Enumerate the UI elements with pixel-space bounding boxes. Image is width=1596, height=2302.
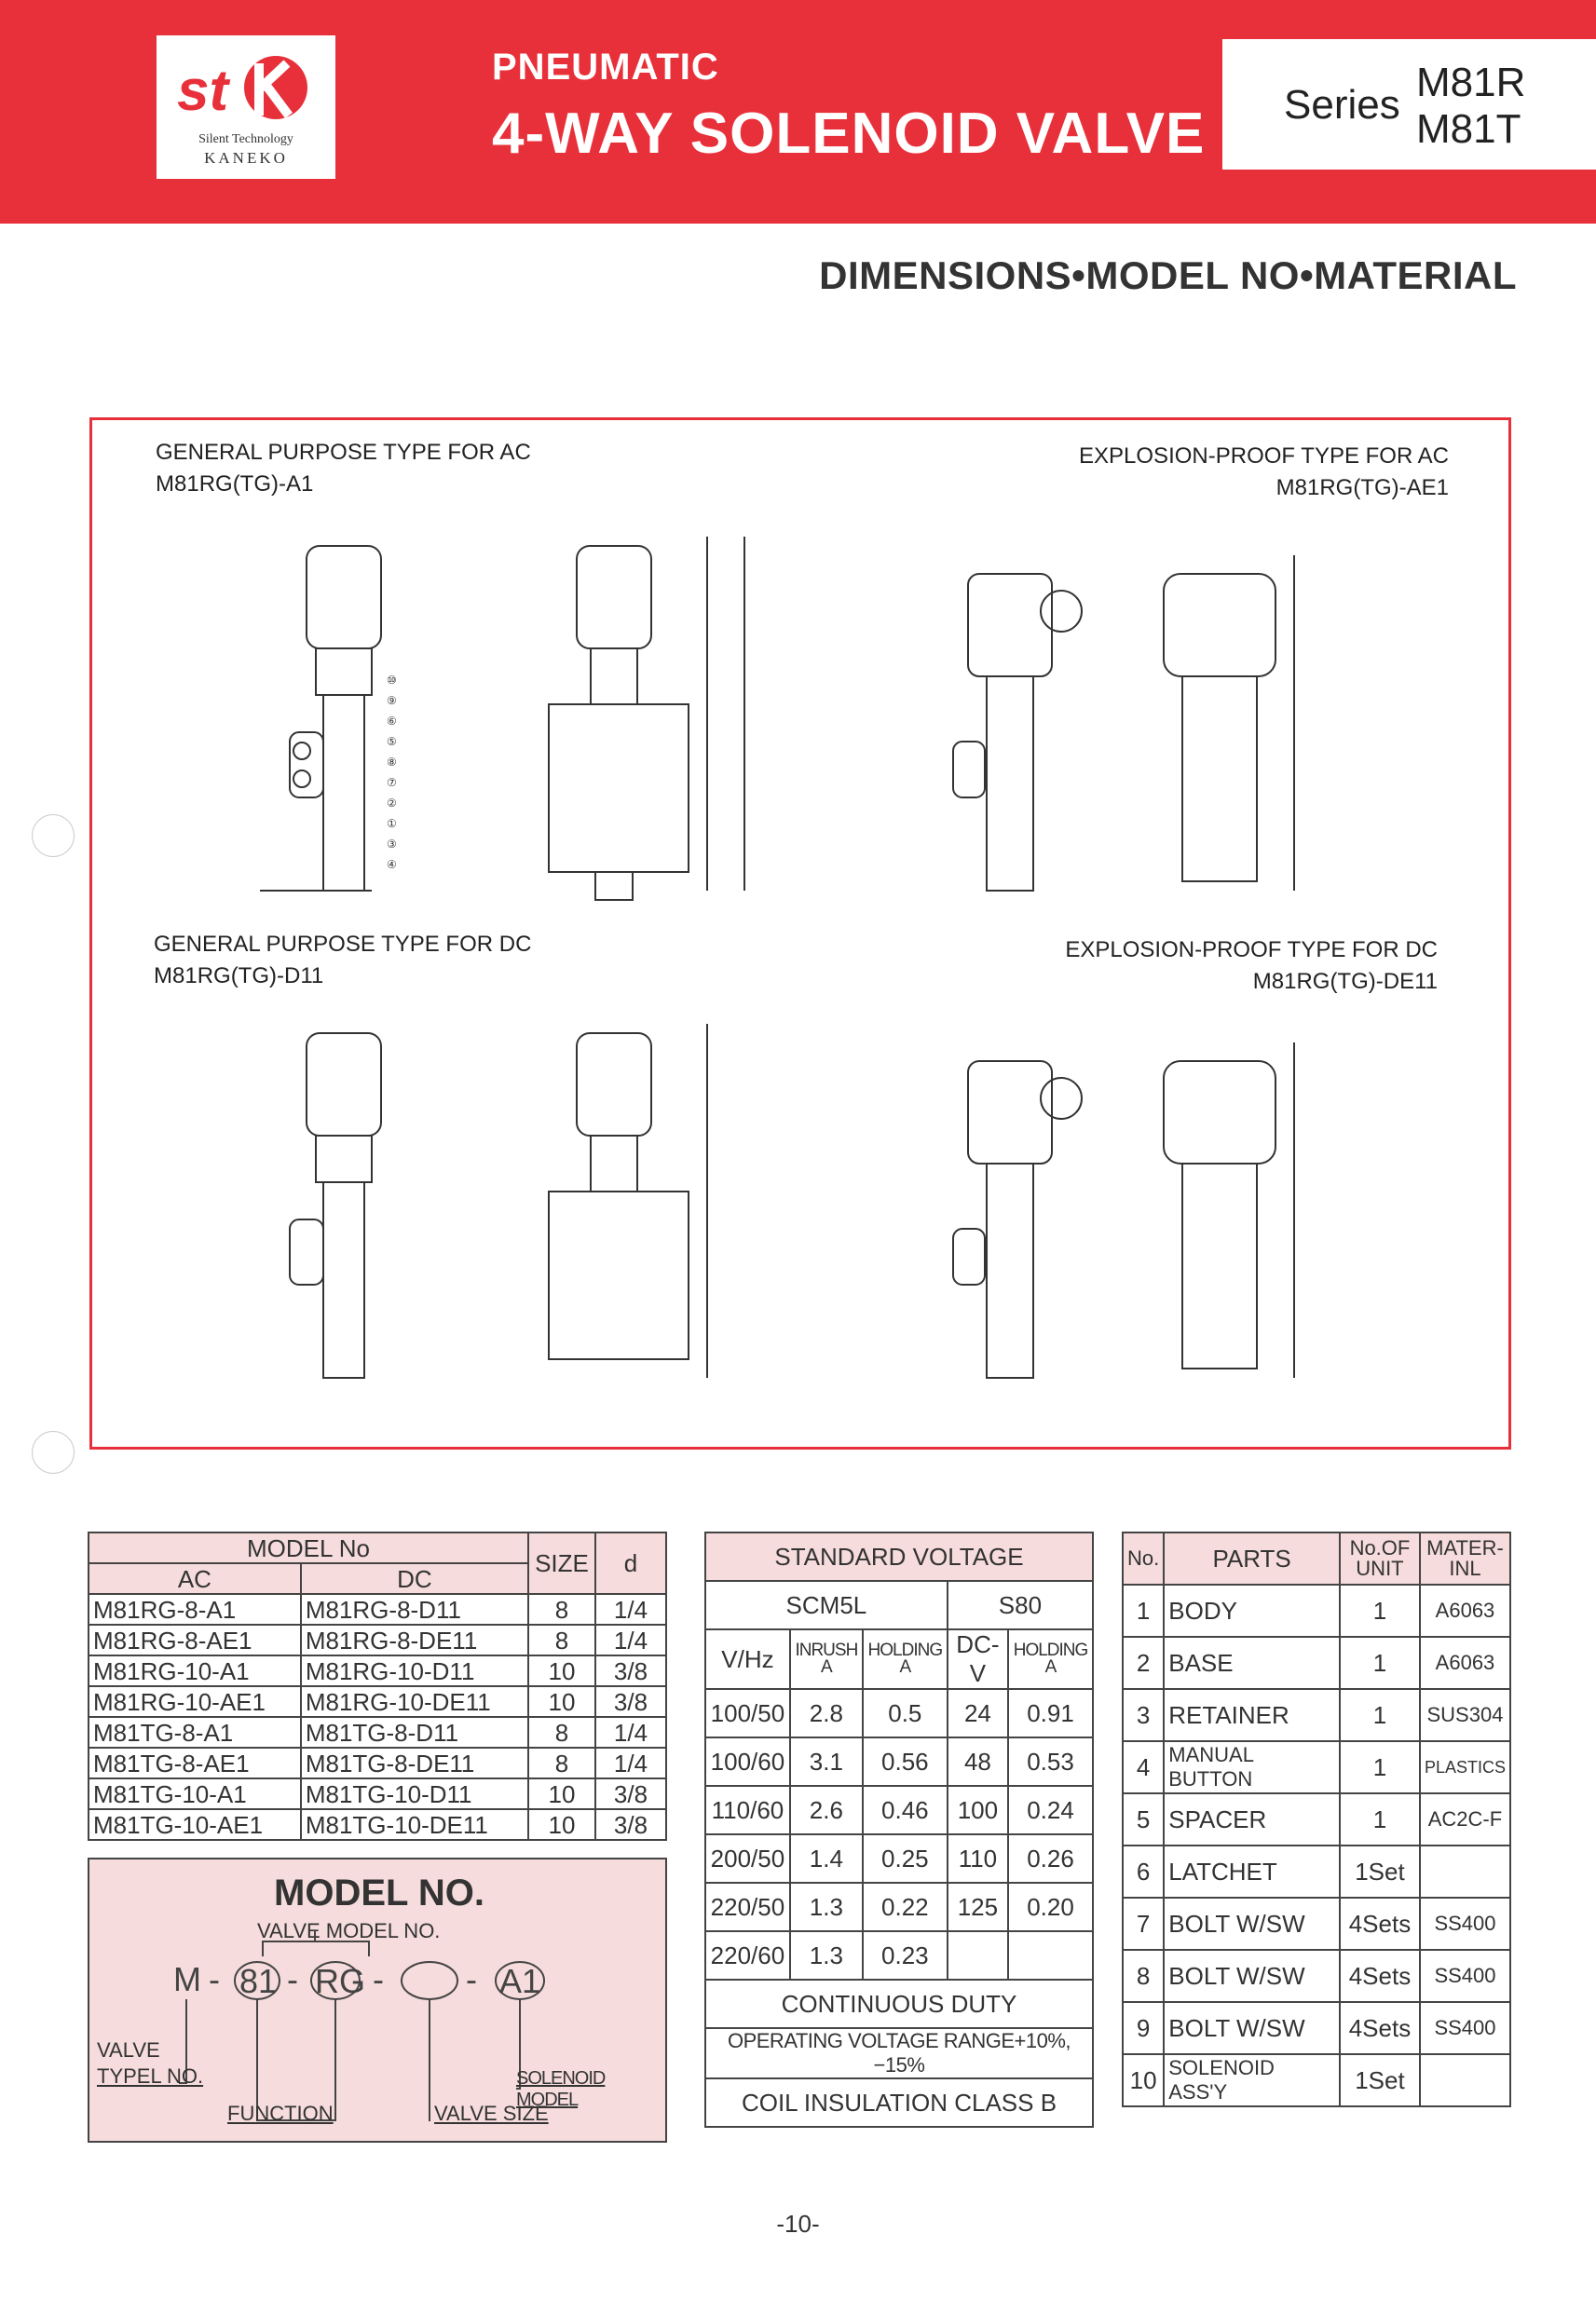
logo-emblem-icon	[166, 43, 326, 136]
col-scm5l: SCM5L	[705, 1581, 948, 1629]
drawing-model-dc-explosion: M81RG(TG)-DE11	[1252, 969, 1438, 994]
section-title: DIMENSIONS•MODEL NO•MATERIAL	[819, 253, 1517, 297]
series-box	[1222, 39, 1596, 170]
table-row: 10 SOLENOID ASS'Y 1Set	[1123, 2054, 1510, 2106]
drawing-title-dc-general: GENERAL PURPOSE TYPE FOR DC	[154, 932, 532, 957]
table-row: 9 BOLT W/SW 4Sets SS400	[1123, 2002, 1510, 2054]
table-row: 100/50 2.8 0.5 24 0.91	[705, 1689, 1093, 1737]
valve-type-label-2: TYPEL NO.	[97, 2064, 204, 2088]
svg-text:⑨: ⑨	[387, 694, 397, 707]
dimension-drawings-frame	[89, 417, 1511, 1450]
header-bar	[0, 0, 1596, 224]
drawing-title-ac-general: GENERAL PURPOSE TYPE FOR AC	[156, 440, 531, 465]
header-dc: DC	[301, 1563, 528, 1594]
table-row: 6 LATCHET 1Set	[1123, 1846, 1510, 1898]
valve-type-label-1: VALVE	[97, 2038, 160, 2062]
table-row: 5 SPACER 1 AC2C-F	[1123, 1793, 1510, 1846]
code-a1: A1	[499, 1962, 541, 2000]
svg-text:⑦: ⑦	[387, 776, 397, 789]
header-subtitle: PNEUMATIC	[492, 47, 719, 88]
page-number: -10-	[776, 2210, 820, 2238]
series-m81r: M81R	[1416, 60, 1526, 105]
code-dash-4: -	[466, 1960, 477, 1998]
function-label: FUNCTION	[227, 2102, 334, 2125]
header-d: d	[595, 1532, 666, 1594]
table-row: M81RG-8-A1 M81RG-8-D11 8 1/4	[89, 1594, 666, 1625]
svg-text:⑩: ⑩	[387, 674, 397, 687]
punch-hole	[32, 814, 75, 857]
table-row: 7 BOLT W/SW 4Sets SS400	[1123, 1898, 1510, 1950]
table-row: 220/50 1.3 0.22 125 0.20	[705, 1883, 1093, 1931]
table-row: M81TG-10-A1 M81TG-10-D11 10 3/8	[89, 1778, 666, 1809]
table-row: 100/60 3.1 0.56 48 0.53	[705, 1737, 1093, 1786]
table-row: M81TG-10-AE1 M81TG-10-DE11 10 3/8	[89, 1809, 666, 1840]
table-row: 110/60 2.6 0.46 100 0.24	[705, 1786, 1093, 1834]
logo-line-1: Silent Technology	[198, 132, 293, 146]
table-row: 4 MANUAL BUTTON 1 PLASTICS	[1123, 1741, 1510, 1793]
header-model-no: MODEL No	[89, 1532, 528, 1563]
table-row: 220/60 1.3 0.23	[705, 1931, 1093, 1980]
svg-text:①: ①	[387, 817, 397, 830]
header-ac: AC	[89, 1563, 301, 1594]
model-no-title: MODEL NO.	[274, 1873, 484, 1914]
series-label: Series	[1284, 82, 1400, 128]
valve-drawing-dc-explosion	[940, 1005, 1462, 1396]
drawing-model-ac-explosion: M81RG(TG)-AE1	[1275, 475, 1449, 500]
header-parts: PARTS	[1164, 1532, 1340, 1585]
valve-model-no-label: VALVE MODEL NO.	[257, 1919, 441, 1942]
table-row: 200/50 1.4 0.25 110 0.26	[705, 1834, 1093, 1883]
code-m: M	[173, 1960, 201, 1998]
model-number-table	[88, 1532, 667, 1841]
note-continuous-duty: CONTINUOUS DUTY	[705, 1980, 1093, 2028]
table-row: M81RG-10-A1 M81RG-10-D11 10 3/8	[89, 1655, 666, 1686]
drawing-title-dc-explosion: EXPLOSION-PROOF TYPE FOR DC	[1065, 937, 1438, 962]
model-no-legend	[88, 1858, 667, 2143]
table-row: M81TG-8-A1 M81TG-8-D11 8 1/4	[89, 1717, 666, 1748]
header-title: 4-WAY SOLENOID VALVE	[492, 102, 1206, 166]
svg-text:st: st	[177, 59, 229, 123]
header-size: SIZE	[528, 1532, 595, 1594]
svg-text:⑥: ⑥	[387, 715, 397, 728]
solenoid-model-label: SOLENOID MODEL	[516, 2068, 606, 2110]
code-dash-1: -	[209, 1960, 220, 1998]
valve-drawing-ac-explosion	[940, 518, 1462, 909]
table-row: 2 BASE 1 A6063	[1123, 1637, 1510, 1689]
code-dash-3: -	[373, 1960, 384, 1998]
code-dash-2: -	[287, 1960, 298, 1998]
standard-voltage-table: STANDARD VOLTAGE SCM5L S80 V/Hz INRUSH A HOLDING A DC-V HOLDING A 100/50 2.8 0.5 24 0.91 100/60 3.1 0.56 48 0.53 110/60 2.6 0.46 100 0.24 200/50 1.4 0.25 110 0.26 220/50 1.3 0.22 125 0.20 220/60 1.3 0.23 CONTINUOUS DUTY OPERATING VOLTAGE RANGE+10%,−15% COIL INSULATION CLASS B	[704, 1532, 1094, 2128]
svg-text:④: ④	[387, 858, 397, 871]
col-s80: S80	[948, 1581, 1093, 1629]
note-voltage-range: OPERATING VOLTAGE RANGE+10%,−15%	[705, 2028, 1093, 2078]
drawing-title-ac-explosion: EXPLOSION-PROOF TYPE FOR AC	[1079, 443, 1449, 469]
valve-size-label: VALVE SIZE	[434, 2102, 549, 2125]
svg-text:②: ②	[387, 797, 397, 810]
table-row: M81TG-8-AE1 M81TG-8-DE11 8 1/4	[89, 1748, 666, 1778]
note-coil-insulation: COIL INSULATION CLASS B	[705, 2078, 1093, 2127]
parts-material-table: No. PARTS No.OF UNIT MATER- INL 1 BODY 1 A6063 2 BASE 1 A6063 3 RETAINER 1 SUS304 4 MANUAL BUTTON 1 PLASTICS 5 SPACER 1 AC2C-F 6 LATCHET 1Set 7 BOLT W/SW 4Sets SS400 8 BOLT W/SW 4Sets SS400 9 BOLT W/SW 4Sets SS400 10 SOLENOID ASS'Y 1Set	[1122, 1532, 1511, 2107]
drawing-model-ac-general: M81RG(TG)-A1	[156, 471, 314, 497]
table-row: M81RG-10-AE1 M81RG-10-DE11 10 3/8	[89, 1686, 666, 1717]
company-logo	[157, 35, 335, 179]
code-81: 81	[239, 1962, 278, 2000]
drawing-model-dc-general: M81RG(TG)-D11	[154, 963, 324, 988]
header-no: No.	[1123, 1532, 1164, 1585]
logo-line-2: KANEKO	[204, 149, 288, 167]
series-m81t: M81T	[1416, 106, 1521, 152]
svg-text:⑧: ⑧	[387, 756, 397, 769]
svg-text:⑤: ⑤	[387, 735, 397, 748]
voltage-table-title: STANDARD VOLTAGE	[705, 1532, 1093, 1581]
table-row: 3 RETAINER 1 SUS304	[1123, 1689, 1510, 1741]
svg-text:③: ③	[387, 838, 397, 851]
punch-hole	[32, 1431, 75, 1474]
valve-drawing-dc-general	[223, 1005, 838, 1396]
table-row: 1 BODY 1 A6063	[1123, 1585, 1510, 1637]
valve-drawing-ac-general	[223, 518, 838, 909]
table-row: M81RG-8-AE1 M81RG-8-DE11 8 1/4	[89, 1625, 666, 1655]
code-rg: RG	[315, 1962, 365, 2000]
table-row: 8 BOLT W/SW 4Sets SS400	[1123, 1950, 1510, 2002]
